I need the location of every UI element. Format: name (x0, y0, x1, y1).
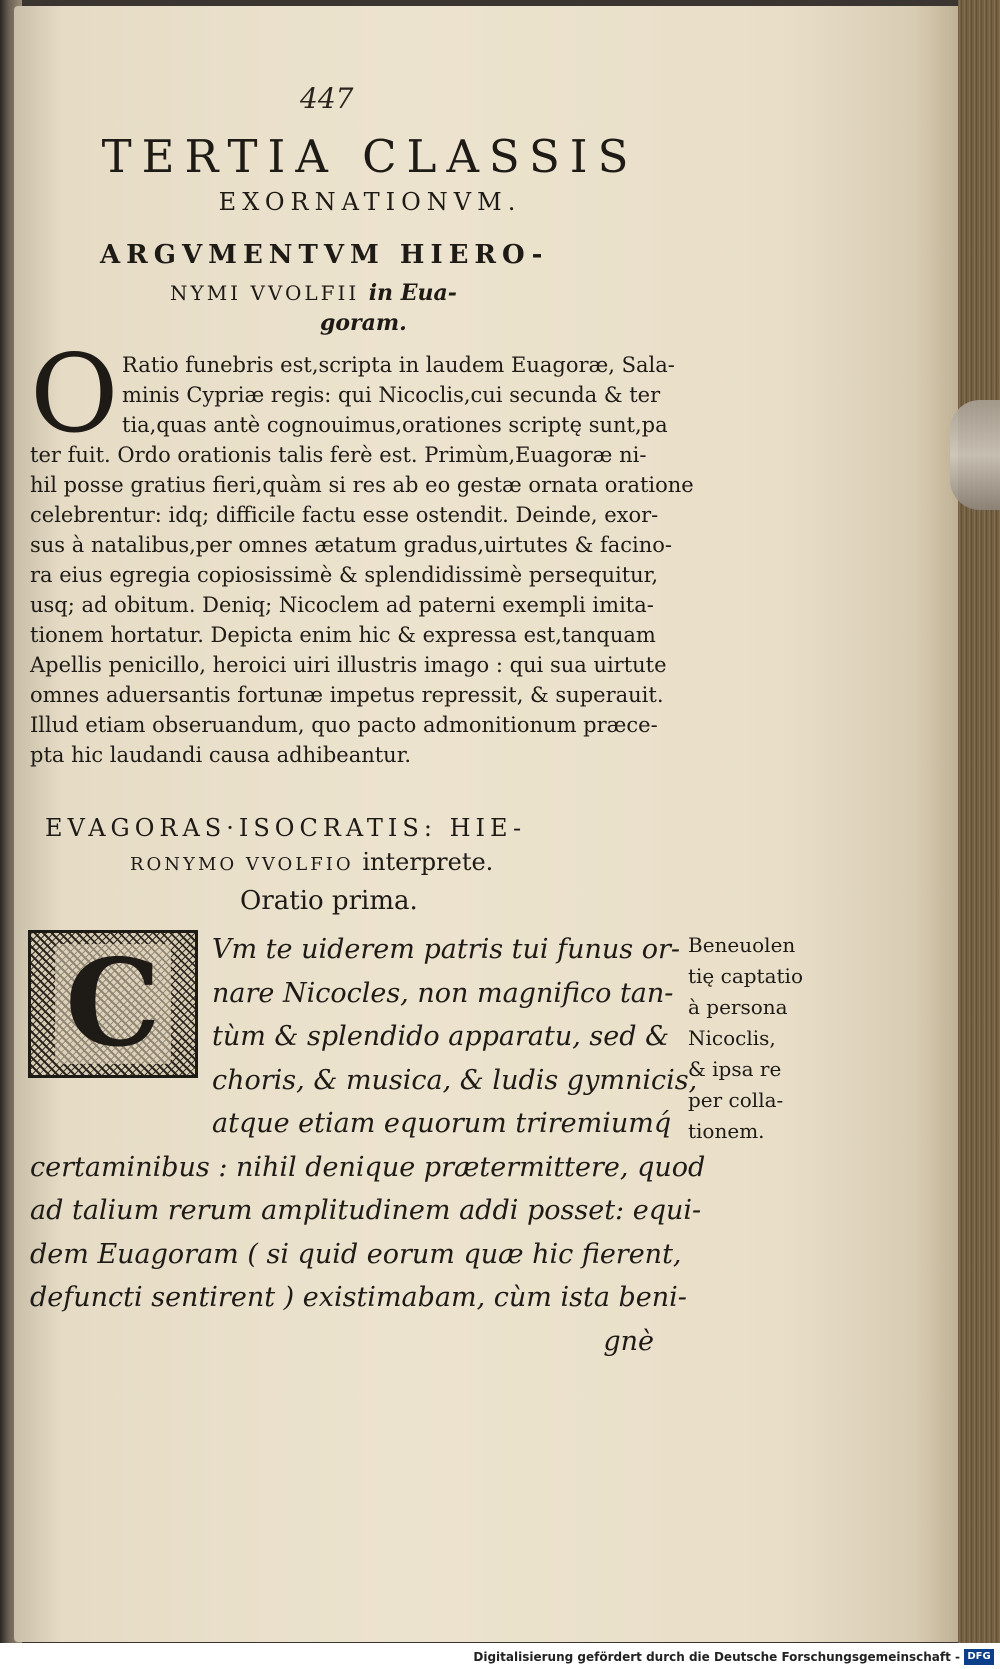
oration-heading-rest: interprete. (362, 848, 494, 876)
page-clip (950, 400, 1000, 510)
oration-line: nare Nicocles, non magnifico tan- (212, 977, 674, 1009)
marginal-line: per colla- (688, 1088, 784, 1112)
argument-line: tionem hortatur. Depicta enim hic & expressa est,tanquam (30, 623, 656, 647)
argument-text (30, 332, 694, 770)
argument-line: hil posse gratius fieri,quàm si res ab eo gestæ ornata oratione (30, 473, 694, 497)
argument-line: Apellis penicillo, heroici uiri illustris imago : qui sua uirtute (30, 653, 667, 677)
woodcut-letter: C (55, 944, 171, 1064)
oration-line: Vm te uiderem patris tui funus or- (212, 934, 681, 965)
argument-line: usq; ad obitum. Deniq; Nicoclem ad paterni exempli imita- (30, 593, 654, 617)
argument-heading-line1: ARGVMENTVM HIERO- (100, 240, 549, 270)
oration-line: tùm & splendido apparatu, sed & (212, 1021, 670, 1052)
drop-cap: O (30, 332, 119, 457)
oration-heading-line3: Oratio prima. (240, 886, 418, 916)
page-title: TERTIA CLASSIS (101, 130, 639, 183)
oration-line: certaminibus : nihil denique prætermittere, quod (30, 1151, 706, 1183)
marginal-line: Beneuolen (688, 933, 796, 957)
page-subtitle: EXORNATIONVM. (218, 188, 522, 216)
oration-text (30, 928, 706, 1363)
marginal-line: à persona (688, 995, 788, 1019)
oration-heading-line1: EVAGORAS·ISOCRATIS: HIE- (45, 814, 527, 842)
oration-line: choris, & musica, & ludis gymnicis, (212, 1064, 698, 1096)
oration-line: defuncti sentirent ) existimabam, cùm ista beni- (30, 1282, 687, 1313)
argument-line: Illud etiam obseruandum, quo pacto admonitionum præce- (30, 713, 658, 737)
argument-line: Ratio funebris est,scripta in laudem Euagoræ, Sala- (122, 353, 675, 377)
argument-line: omnes aduersantis fortunæ impetus repressit, & superauit. (30, 683, 664, 707)
oration-line: dem Euagoram ( si quid eorum quæ hic fierent, (30, 1238, 682, 1270)
argument-line: ra eius egregia copiosissimè & splendidissimè persequitur, (30, 563, 659, 587)
argument-line: tia,quas antè cognouimus,orationes scriptę sunt,pa (122, 413, 668, 437)
catchword: gnè (603, 1325, 654, 1357)
argument-line: minis Cypriæ regis: qui Nicoclis,cui secunda & ter (122, 383, 661, 407)
argument-line: celebrentur: idq; difficile factu esse ostendit. Deinde, exor- (30, 503, 659, 527)
oration-heading-line2 (130, 848, 493, 876)
oration-line: ad talium rerum amplitudinem addi posset: equi- (30, 1195, 702, 1226)
dfg-logo: DFG (964, 1649, 994, 1665)
marginal-line: Nicoclis, (688, 1026, 776, 1050)
page-number: 447 (300, 82, 354, 115)
oration-heading-caps: RONYMO VVOLFIO (130, 854, 354, 875)
marginal-note (688, 930, 828, 1147)
argument-heading-caps: NYMI VVOLFII (170, 281, 360, 305)
argument-heading-line3: goram. (320, 310, 407, 336)
marginal-line: & ipsa re (688, 1057, 782, 1081)
marginal-line: tię captatio (688, 964, 803, 988)
argument-line: ter fuit. Ordo orationis talis ferè est. Primùm,Euagoræ ni- (30, 443, 647, 467)
marginal-line: tionem. (688, 1119, 765, 1143)
footer-credit: Digitalisierung gefördert durch die Deutsche Forschungsgemeinschaft - (473, 1650, 960, 1664)
page-edges (958, 0, 1000, 1669)
argument-line: pta hic laudandi causa adhibeantur. (30, 743, 412, 767)
argument-heading-italic: in Eua- (368, 280, 457, 306)
oration-line: atque etiam equorum triremiumq́ (212, 1108, 672, 1139)
argument-heading-line2 (170, 280, 457, 306)
argument-line: sus à natalibus,per omnes ætatum gradus,uirtutes & facino- (30, 533, 672, 557)
